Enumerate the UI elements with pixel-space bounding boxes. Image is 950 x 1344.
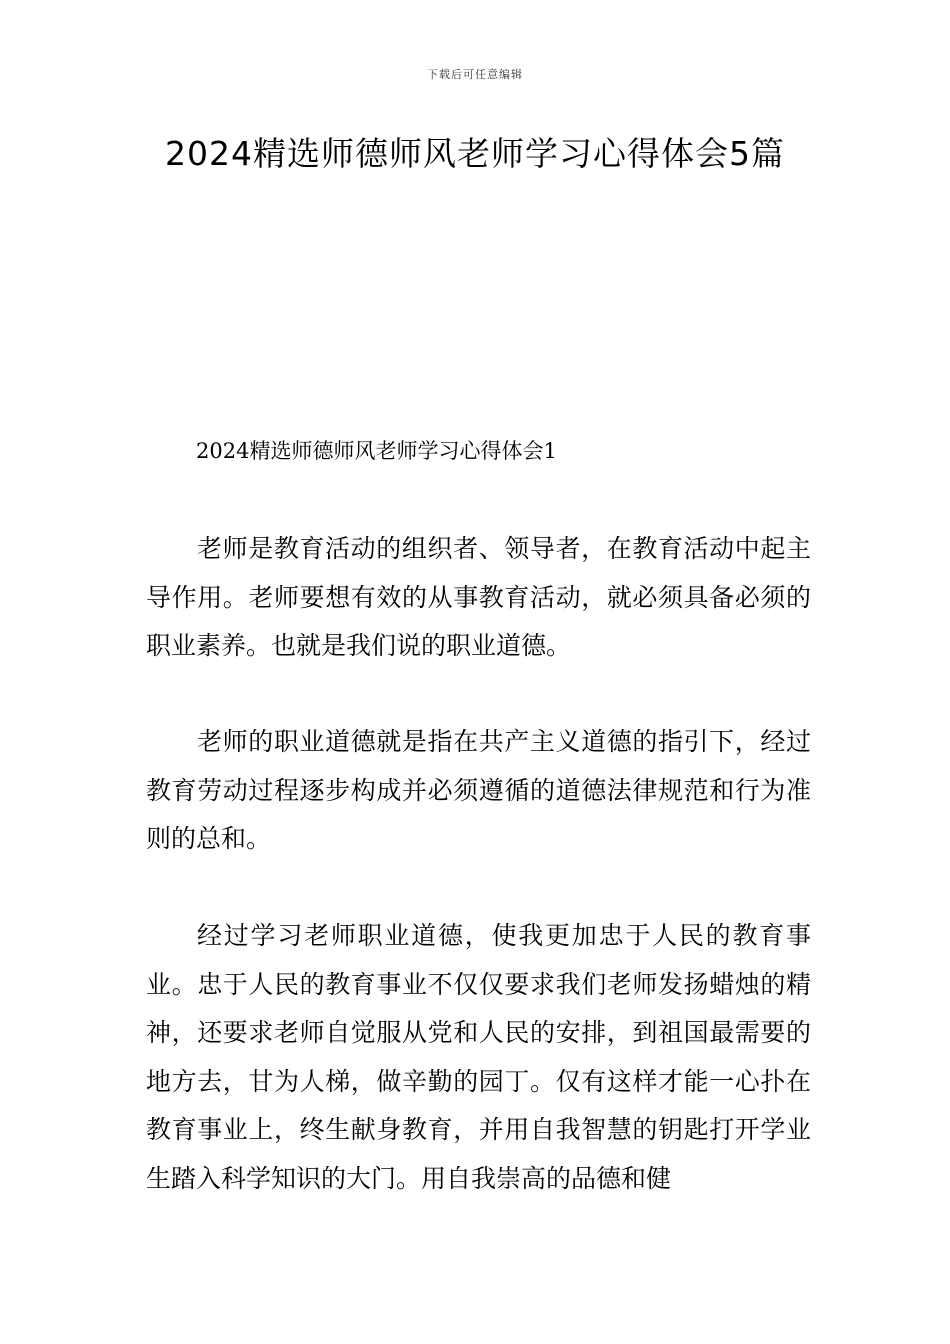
paragraph-2: 老师的职业道德就是指在共产主义道德的指引下，经过教育劳动过程逐步构成并必须遵循的道德法律规范和行为准则的总和。 (146, 727, 811, 853)
header-note: 下载后可任意编辑 (427, 68, 523, 81)
section-title: 2024精选师德师风老师学习心得体会1 (196, 439, 557, 463)
paragraph-1: 老师是教育活动的组织者、领导者，在教育活动中起主导作用。老师要想有效的从事教育活动，就必须具备必须的职业素养。也就是我们说的职业道德。 (146, 534, 811, 660)
paragraph-3: 经过学习老师职业道德，使我更加忠于人民的教育事业。忠于人民的教育事业不仅仅要求我们老师发扬蜡烛的精神，还要求老师自觉服从党和人民的安排，到祖国最需要的地方去，甘为人梯，做辛勤的园丁。仅有这样才能一心扑在教育事业上，终生献身教育，并用自我智慧的钥匙打开学业生踏入科学知识的大门。用自我崇高的品德和健 (146, 921, 811, 1193)
document-title: 2024精选师德师风老师学习心得体会5篇 (165, 134, 785, 173)
